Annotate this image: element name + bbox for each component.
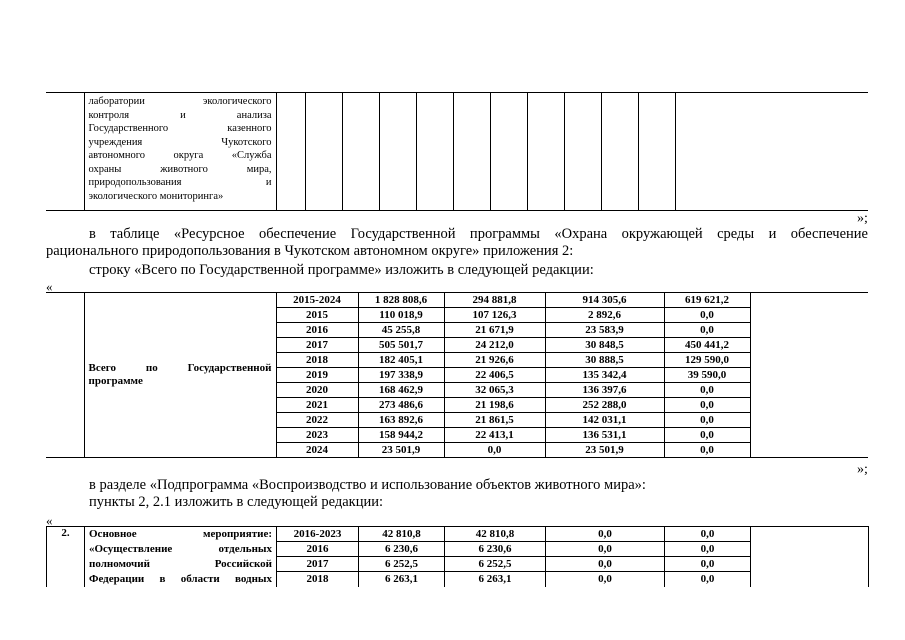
paragraph-line: в разделе «Подпрограмма «Воспроизводство и использование объектов животного мира»: (89, 477, 646, 493)
desc-line: автономного округа «Служба (88, 150, 272, 161)
period-cell: 2015-2024 (276, 293, 358, 308)
table-row (46, 93, 868, 211)
period-cell: 2021 (276, 398, 358, 413)
total-cell: 42 810,8 (359, 527, 445, 542)
item-number (47, 527, 85, 588)
empty-cell (751, 527, 869, 588)
total-cell: 163 892,6 (358, 413, 444, 428)
value-cell: 6 263,1 (445, 572, 546, 587)
measure-label: «Осуществление отдельных (89, 543, 272, 555)
value-cell: 22 406,5 (444, 368, 545, 383)
measure-label: Федерации в области водных (89, 573, 272, 585)
value-cell: 23 583,9 (545, 323, 664, 338)
empty-cell (490, 93, 527, 211)
period-cell: 2019 (276, 368, 358, 383)
value-cell: 142 031,1 (545, 413, 664, 428)
value-cell: 30 888,5 (545, 353, 664, 368)
value-cell: 136 531,1 (545, 428, 664, 443)
total-cell: 1 828 808,6 (358, 293, 444, 308)
total-cell: 158 944,2 (358, 428, 444, 443)
value-cell: 0,0 (664, 428, 750, 443)
item-number-text: 2. (61, 527, 70, 539)
empty-cell (416, 93, 453, 211)
empty-cell (379, 93, 416, 211)
total-cell: 6 230,6 (359, 542, 445, 557)
period-cell: 2016-2023 (277, 527, 359, 542)
value-cell: 0,0 (664, 443, 750, 458)
desc-line: контроля и анализа (88, 109, 272, 121)
value-cell: 6 252,5 (445, 557, 546, 572)
closing-quote: »; (857, 211, 868, 226)
value-cell: 619 621,2 (664, 293, 750, 308)
total-cell: 23 501,9 (358, 443, 444, 458)
period-cell: 2018 (276, 353, 358, 368)
value-cell: 32 065,3 (444, 383, 545, 398)
value-cell: 252 288,0 (545, 398, 664, 413)
value-cell: 0,0 (665, 572, 751, 587)
total-cell: 45 255,8 (358, 323, 444, 338)
total-label: программе (88, 375, 143, 387)
value-cell: 0,0 (546, 542, 665, 557)
desc-line: экологического мониторинга» (88, 190, 224, 202)
empty-cell (453, 93, 490, 211)
value-cell: 21 861,5 (444, 413, 545, 428)
table-totals (46, 292, 868, 458)
paragraph-line: строку «Всего по Государственной программе» изложить в следующей редакции: (89, 262, 594, 278)
desc-line: охраны животного мира, (88, 163, 272, 175)
value-cell: 0,0 (664, 383, 750, 398)
value-cell: 21 671,9 (444, 323, 545, 338)
empty-cell (527, 93, 564, 211)
desc-line: лаборатории экологического (88, 96, 272, 107)
opening-quote: « (46, 513, 53, 528)
desc-line: учреждения Чукотского (88, 136, 272, 148)
total-cell: 505 501,7 (358, 338, 444, 353)
cell-num (46, 93, 84, 211)
paragraph-line: в таблице «Ресурсное обеспечение Государственной программы «Охрана окружающей среды и обеспечение (89, 226, 868, 242)
total-cell: 168 462,9 (358, 383, 444, 398)
value-cell: 0,0 (664, 308, 750, 323)
table-continuation (46, 92, 868, 211)
value-cell: 0,0 (665, 557, 751, 572)
value-cell: 136 397,6 (545, 383, 664, 398)
measure-label: Основное мероприятие: (89, 528, 272, 540)
value-cell: 0,0 (664, 413, 750, 428)
empty-cell (638, 93, 675, 211)
total-label-cell (84, 293, 276, 458)
period-cell: 2016 (277, 542, 359, 557)
total-cell: 197 338,9 (358, 368, 444, 383)
value-cell: 42 810,8 (445, 527, 546, 542)
total-cell: 182 405,1 (358, 353, 444, 368)
value-cell: 23 501,9 (545, 443, 664, 458)
value-cell: 39 590,0 (664, 368, 750, 383)
period-cell: 2024 (276, 443, 358, 458)
value-cell: 6 230,6 (445, 542, 546, 557)
value-cell: 914 305,6 (545, 293, 664, 308)
period-cell: 2020 (276, 383, 358, 398)
table-measures (46, 526, 869, 587)
value-cell: 294 881,8 (444, 293, 545, 308)
period-cell: 2023 (276, 428, 358, 443)
empty-cell (305, 93, 342, 211)
value-cell: 0,0 (546, 557, 665, 572)
empty-cell (342, 93, 379, 211)
value-cell: 0,0 (546, 572, 665, 587)
value-cell: 135 342,4 (545, 368, 664, 383)
period-cell: 2015 (276, 308, 358, 323)
period-cell: 2022 (276, 413, 358, 428)
value-cell: 0,0 (444, 443, 545, 458)
empty-cell (601, 93, 638, 211)
cell-description (84, 93, 276, 211)
desc-line: Государственного казенного (88, 123, 272, 134)
period-cell: 2016 (276, 323, 358, 338)
total-cell: 6 263,1 (359, 572, 445, 587)
value-cell: 450 441,2 (664, 338, 750, 353)
value-cell: 2 892,6 (545, 308, 664, 323)
value-cell: 0,0 (665, 542, 751, 557)
value-cell: 0,0 (664, 323, 750, 338)
total-cell: 273 486,6 (358, 398, 444, 413)
total-label: Всего по Государственной (88, 362, 272, 374)
period-cell: 2017 (277, 557, 359, 572)
empty-cell (750, 293, 868, 458)
value-cell: 129 590,0 (664, 353, 750, 368)
value-cell: 0,0 (665, 527, 751, 542)
value-cell: 24 212,0 (444, 338, 545, 353)
period-cell: 2017 (276, 338, 358, 353)
total-cell: 110 018,9 (358, 308, 444, 323)
period-cell: 2018 (277, 572, 359, 587)
value-cell: 30 848,5 (545, 338, 664, 353)
opening-quote: « (46, 279, 53, 294)
measure-label: полномочий Российской (89, 558, 272, 570)
closing-quote: »; (857, 462, 868, 477)
value-cell: 21 198,6 (444, 398, 545, 413)
empty-cell (276, 93, 305, 211)
value-cell: 21 926,6 (444, 353, 545, 368)
empty-cell (564, 93, 601, 211)
cell-num (46, 293, 84, 458)
paragraph-line: рационального природопользования в Чукотском автономном округе» приложения 2: (46, 243, 574, 259)
value-cell: 22 413,1 (444, 428, 545, 443)
table-row (46, 293, 868, 308)
desc-line: природопользования и (88, 177, 272, 188)
value-cell: 0,0 (546, 527, 665, 542)
value-cell: 0,0 (664, 398, 750, 413)
total-cell: 6 252,5 (359, 557, 445, 572)
table-row (47, 527, 869, 542)
empty-cell (675, 93, 868, 211)
value-cell: 107 126,3 (444, 308, 545, 323)
measure-label-cell (85, 527, 277, 588)
paragraph-line: пункты 2, 2.1 изложить в следующей редакции: (89, 494, 384, 510)
